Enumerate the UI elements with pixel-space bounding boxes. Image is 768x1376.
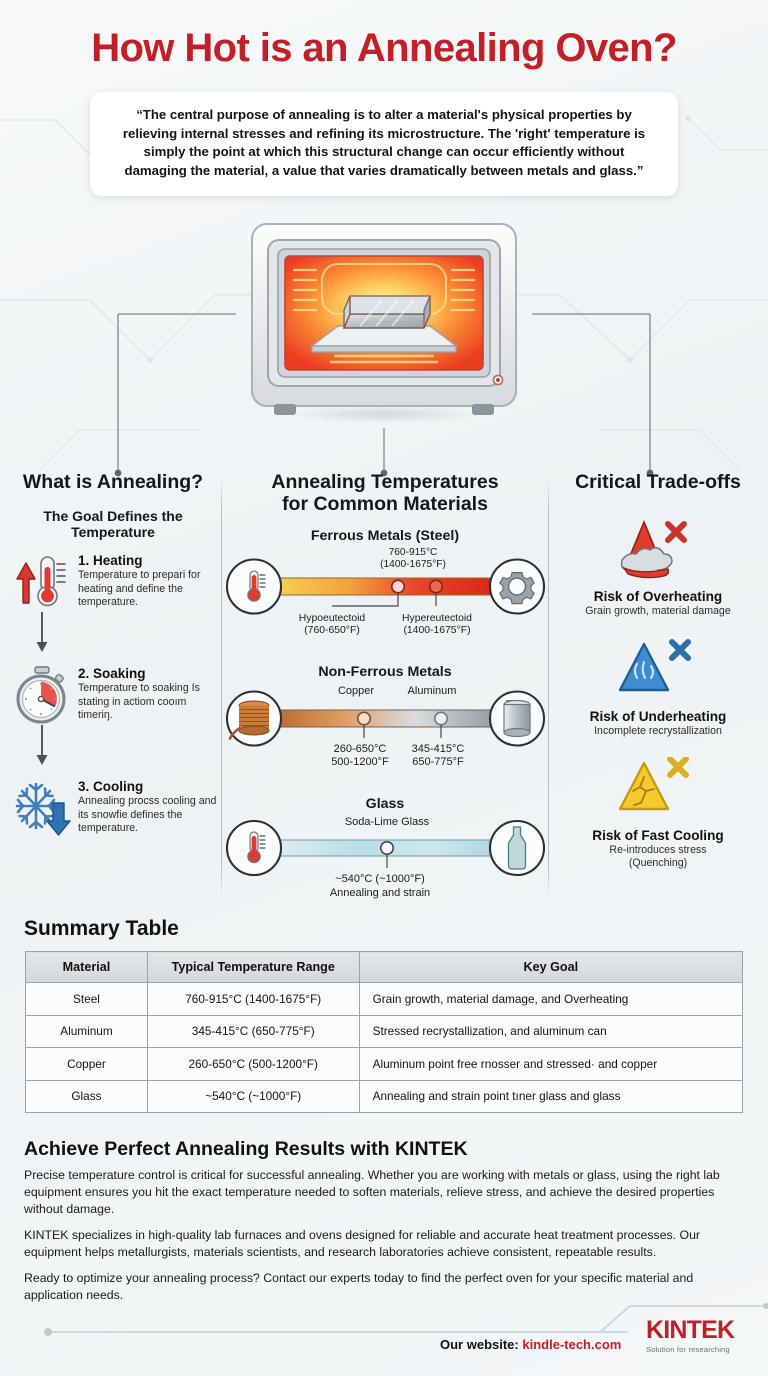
material-heading-ferrous: Ferrous Metals (Steel) bbox=[310, 527, 460, 544]
column-what-is-annealing bbox=[8, 472, 218, 837]
step-desc: Annealing procss cooling and its snowfie defines the temperature. bbox=[78, 795, 217, 835]
step-desc: Temperature to prepari for heating and define the temperature. bbox=[78, 569, 201, 609]
cell-range: 260-650°C (500-1200°F) bbox=[147, 1048, 359, 1081]
copper-c-range: 260-650°C bbox=[333, 742, 387, 755]
cell-goal: Stressed recrystallization, and aluminum can bbox=[359, 1015, 742, 1048]
cell-material: Aluminum bbox=[26, 1015, 148, 1048]
cell-goal: Grain growth, material damage, and Overheating bbox=[359, 983, 742, 1016]
quote-text: “The central purpose of annealing is to alter a material's physical properties by relieving internal stresses and refining its microstructure. The 'right' temperature is simply the point at which this structural change can occur efficiently without damaging the material, a value that varies dramatically between metals and glass.” bbox=[122, 107, 646, 179]
table-row bbox=[26, 1080, 743, 1113]
column-title-middle-l2: for Common Materials bbox=[282, 492, 488, 515]
column-divider-right bbox=[548, 478, 549, 898]
footer-divider bbox=[44, 1331, 628, 1333]
material-heading-nonferrous: Non-Ferrous Metals bbox=[318, 663, 452, 680]
footer-website-url[interactable]: kindle-tech.com bbox=[522, 1337, 622, 1352]
risk-title: Risk of Underheating bbox=[589, 708, 727, 724]
flow-arrow-icon bbox=[12, 725, 72, 767]
risk-desc bbox=[552, 844, 764, 869]
risk-overheating bbox=[552, 516, 764, 618]
step-heating bbox=[8, 551, 218, 611]
summary-table-title: Summary Table bbox=[24, 917, 179, 940]
risk-desc: Incomplete recrystallization bbox=[594, 724, 722, 737]
risk-desc-line1: Re-introduces stress bbox=[609, 844, 707, 857]
column-title-middle bbox=[224, 472, 546, 516]
step-title: 2. Soaking bbox=[78, 665, 146, 681]
yellow-triangle-crack-icon bbox=[610, 757, 706, 821]
cta-title: Achieve Perfect Annealing Results with KINTEK bbox=[24, 1138, 468, 1160]
cell-material: Steel bbox=[26, 983, 148, 1016]
snowflake-down-icon bbox=[12, 777, 72, 837]
risk-fast-cooling bbox=[552, 757, 764, 869]
table-header-row bbox=[26, 952, 743, 983]
cta-body bbox=[24, 1167, 744, 1313]
flow-arrow-icon bbox=[12, 612, 72, 654]
step-title: 1. Heating bbox=[78, 552, 143, 568]
risk-title: Risk of Overheating bbox=[593, 588, 723, 604]
table-row bbox=[26, 983, 743, 1016]
glass-subnote: Annealing and strain bbox=[329, 886, 431, 899]
scale-glass bbox=[224, 812, 546, 908]
ferrous-marker2-line2: (1400-1675°F) bbox=[403, 624, 471, 636]
copper-top-label: Copper bbox=[337, 684, 375, 697]
aluminum-f-range: 650-775°F bbox=[412, 755, 464, 768]
melting-cone-warning-icon bbox=[610, 516, 706, 582]
cta-paragraph: Precise temperature control is critical for successful annealing. Whether you are working with metals or glass, using the right lab equipment ensures you hit the exact temperature needed to soften materials, relieve stress, and achieve the desired properties without damage. bbox=[24, 1168, 720, 1216]
ferrous-top-note-line2: (1400-1675°F) bbox=[380, 558, 446, 570]
logo-tagline: Solution for researching bbox=[646, 1345, 730, 1354]
ferrous-marker1-line1: Hypoeutectoid bbox=[298, 612, 366, 624]
logo-wordmark: KINTEK bbox=[646, 1316, 735, 1344]
annealing-oven-illustration bbox=[234, 218, 534, 423]
risk-desc: Grain growth, material damage bbox=[585, 604, 731, 617]
summary-table bbox=[25, 951, 743, 1113]
thermometer-up-icon bbox=[12, 551, 72, 611]
cell-goal: Annealing and strain point tıner glass and glass bbox=[359, 1080, 742, 1113]
cta-paragraph: KINTEK specializes in high-quality lab furnaces and ovens designed for reliable and accurate heat treatment processes. Our equipment helps metallurgists, materials scientists, and research laboratories achieve consistent, repeatable results. bbox=[24, 1227, 701, 1259]
th-material: Material bbox=[26, 952, 148, 983]
glass-top-label: Soda-Lime Glass bbox=[344, 815, 430, 828]
page-title: How Hot is an Annealing Oven? bbox=[91, 26, 677, 70]
kintek-logo bbox=[646, 1318, 734, 1354]
table-row bbox=[26, 1015, 743, 1048]
th-range: Typical Temperature Range bbox=[147, 952, 359, 983]
cell-range: ~540°C (~1000°F) bbox=[147, 1080, 359, 1113]
footer-website bbox=[440, 1337, 621, 1352]
risk-title: Risk of Fast Cooling bbox=[592, 828, 724, 844]
aluminum-c-range: 345-415°C bbox=[411, 742, 465, 755]
left-subheading: The Goal Defines the Temperature bbox=[43, 507, 183, 541]
quote-card bbox=[90, 92, 678, 196]
risk-underheating bbox=[552, 638, 764, 738]
column-divider-left bbox=[221, 478, 222, 898]
blue-triangle-crack-icon bbox=[610, 638, 706, 702]
cell-range: 345-415°C (650-775°F) bbox=[147, 1015, 359, 1048]
cell-goal: Aluminum point free rnosser and stressed· and copper bbox=[359, 1048, 742, 1081]
material-heading-glass: Glass bbox=[365, 795, 405, 812]
footer-website-label: Our website: bbox=[440, 1337, 519, 1352]
step-title: 3. Cooling bbox=[78, 778, 144, 794]
scale-ferrous bbox=[224, 544, 546, 652]
ferrous-top-note-line1: 760-915°C bbox=[388, 546, 438, 558]
column-title-middle-l1: Annealing Temperatures bbox=[271, 471, 499, 493]
table-row bbox=[26, 1048, 743, 1081]
copper-f-range: 500-1200°F bbox=[331, 755, 389, 768]
column-title-left: What is Annealing? bbox=[22, 471, 204, 493]
column-annealing-temperatures bbox=[224, 472, 546, 908]
step-soaking bbox=[8, 664, 218, 724]
ferrous-marker1-line2: (760-650°F) bbox=[304, 624, 360, 636]
cell-material: Glass bbox=[26, 1080, 148, 1113]
column-title-right: Critical Trade-offs bbox=[575, 471, 741, 493]
aluminum-top-label: Aluminum bbox=[407, 684, 457, 697]
stopwatch-icon bbox=[12, 664, 72, 724]
cta-paragraph: Ready to optimize your annealing process? Contact our experts today to find the perfect oven for your specific material and application needs. bbox=[24, 1270, 694, 1302]
cell-range: 760-915°C (1400-1675°F) bbox=[147, 983, 359, 1016]
three-column-section bbox=[0, 472, 768, 904]
footer-divider-dot bbox=[44, 1328, 52, 1336]
step-cooling bbox=[8, 777, 218, 837]
glass-range: ~540°C (~1000°F) bbox=[335, 872, 425, 885]
risk-desc-line2: (Quenching) bbox=[628, 856, 688, 869]
cell-material: Copper bbox=[26, 1048, 148, 1081]
scale-nonferrous bbox=[224, 680, 546, 784]
step-desc: Temperature to soaking Is stating in actiom cooım timeriŋ. bbox=[78, 682, 200, 722]
ferrous-marker2-line1: Hypereutectoid bbox=[402, 612, 472, 624]
th-goal: Key Goal bbox=[359, 952, 742, 983]
column-critical-tradeoffs bbox=[552, 472, 764, 870]
